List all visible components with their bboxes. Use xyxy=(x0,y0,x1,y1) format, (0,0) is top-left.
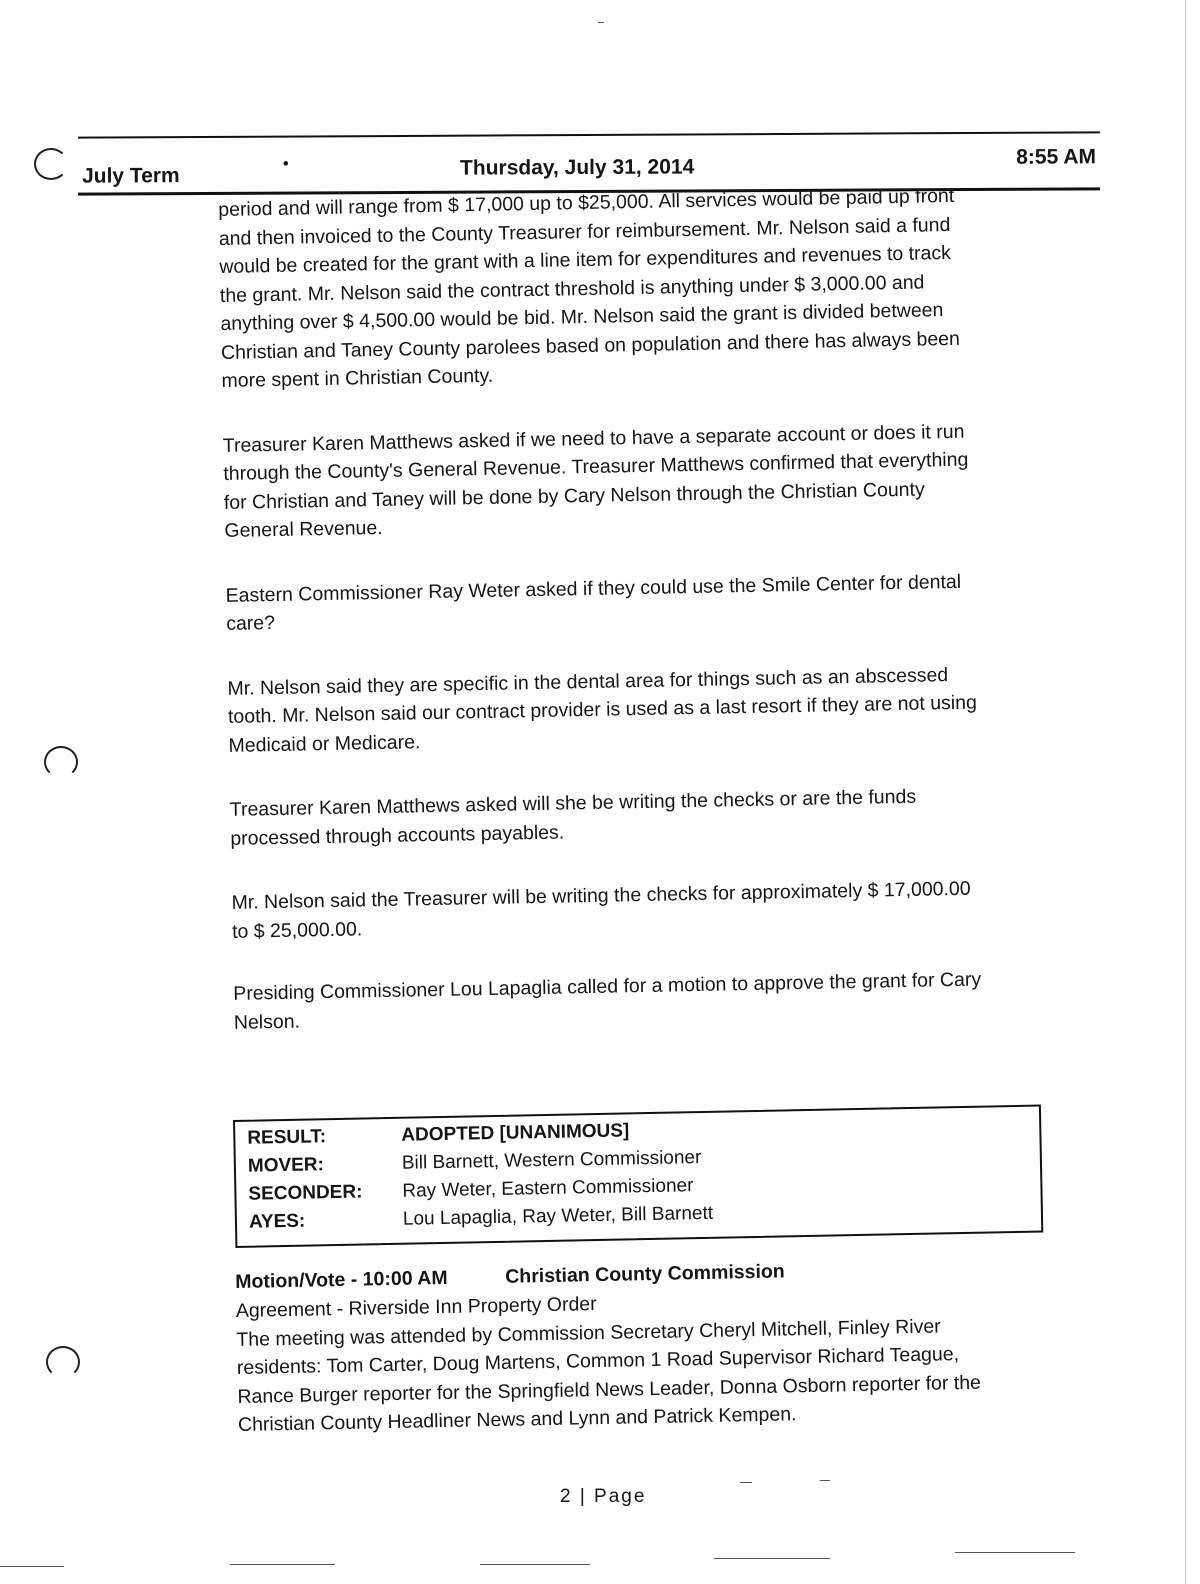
paragraph-dental-area xyxy=(227,659,1048,760)
text-line: Treasurer Karen Matthews asked if we need to have a separate account or does it run xyxy=(222,420,965,457)
vote-label: RESULT: xyxy=(247,1126,327,1149)
scan-speck xyxy=(820,1480,830,1481)
scan-speck xyxy=(955,1552,1075,1553)
scan-speck xyxy=(740,1482,752,1483)
text-line: tooth. Mr. Nelson said our contract provider is used as a last resort if they are not using xyxy=(227,691,978,728)
text-line: Mr. Nelson said the Treasurer will be writing the checks for approximately $ 17,000.00 xyxy=(231,877,971,914)
text-line: for Christian and Taney will be done by Cary Nelson through the Christian County xyxy=(223,477,925,514)
header-term: July Term xyxy=(81,164,180,188)
vote-label: MOVER: xyxy=(247,1154,325,1177)
text-line: processed through accounts payables. xyxy=(230,820,565,850)
motion-label: Motion/Vote - 10:00 AM xyxy=(235,1266,448,1293)
motion-org: Christian County Commission xyxy=(505,1260,785,1288)
vote-value: Lou Lapaglia, Ray Weter, Bill Barnett xyxy=(402,1202,714,1230)
text-line: General Revenue. xyxy=(224,516,383,542)
vote-value: Ray Weter, Eastern Commissioner xyxy=(402,1175,694,1202)
page-number: 2 | Page xyxy=(560,1486,647,1507)
scan-speck xyxy=(480,1564,590,1565)
vote-value: ADOPTED [UNANIMOUS] xyxy=(401,1120,630,1146)
text-line: care? xyxy=(226,611,276,635)
text-line: residents: Tom Carter, Doug Martens, Common 1 Road Supervisor Richard Teague, xyxy=(236,1343,960,1379)
punch-hole-bottom xyxy=(46,1346,80,1378)
text-line: through the County's General Revenue. Treasurer Matthews confirmed that everything xyxy=(223,448,969,485)
text-line: Treasurer Karen Matthews asked will she be writing the checks or are the funds xyxy=(229,785,917,821)
text-line: anything over $ 4,500.00 would be bid. Mr. Nelson said the grant is divided between xyxy=(220,299,944,335)
paragraph-grant-details xyxy=(218,180,1042,395)
header-dot: • xyxy=(282,155,289,173)
text-line: to $ 25,000.00. xyxy=(231,917,363,943)
vote-value: Bill Barnett, Western Commissioner xyxy=(401,1147,702,1174)
motion-agreement: Agreement - Riverside Inn Property Order xyxy=(235,1293,597,1322)
text-line: Nelson. xyxy=(233,1010,301,1034)
scan-speck xyxy=(714,1558,830,1559)
punch-hole-top xyxy=(34,148,68,180)
vote-result-box xyxy=(233,1104,1043,1247)
text-line: and then invoiced to the County Treasurer for reimbursement. Mr. Nelson said a fund xyxy=(218,213,951,250)
scan-speck xyxy=(598,22,604,23)
text-line: Christian and Taney County parolees based on population and there has always been xyxy=(220,327,961,364)
text-line: more spent in Christian County. xyxy=(221,364,494,392)
text-line: Christian County Headliner News and Lynn and Patrick Kempen. xyxy=(237,1403,797,1436)
scan-speck xyxy=(0,1566,64,1567)
text-line: Presiding Commissioner Lou Lapaglia called for a motion to approve the grant for Cary xyxy=(233,968,982,1005)
text-line: Medicaid or Medicare. xyxy=(228,730,421,757)
scan-edge-line xyxy=(1185,0,1186,1584)
text-line: Rance Burger reporter for the Springfield News Leader, Donna Osborn reporter for the xyxy=(237,1371,982,1408)
text-line: period and will range from $ 17,000 up to $25,000. All services would be paid up front xyxy=(218,184,955,221)
text-line: would be created for the grant with a line item for expenditures and revenues to track xyxy=(219,241,952,278)
paragraph-treasurer-account xyxy=(223,416,1045,546)
header-date: Thursday, July 31, 2014 xyxy=(459,155,695,180)
scan-speck xyxy=(230,1564,335,1565)
text-line: Mr. Nelson said they are specific in the dental area for things such as an abscessed xyxy=(227,663,949,700)
text-line: The meeting was attended by Commission Secretary Cheryl Mitchell, Finley River xyxy=(236,1314,941,1351)
header-time: 8:55 AM xyxy=(1016,145,1097,169)
text-line: Eastern Commissioner Ray Weter asked if they could use the Smile Center for dental xyxy=(225,570,962,607)
minutes-body xyxy=(218,180,1054,1037)
text-line: the grant. Mr. Nelson said the contract threshold is anything under $ 3,000.00 and xyxy=(219,270,925,307)
motion-section xyxy=(235,1252,1058,1439)
punch-hole-middle xyxy=(44,746,78,778)
vote-label: SECONDER: xyxy=(248,1181,363,1205)
header-rule-top xyxy=(78,131,1100,138)
vote-label: AYES: xyxy=(248,1210,306,1233)
